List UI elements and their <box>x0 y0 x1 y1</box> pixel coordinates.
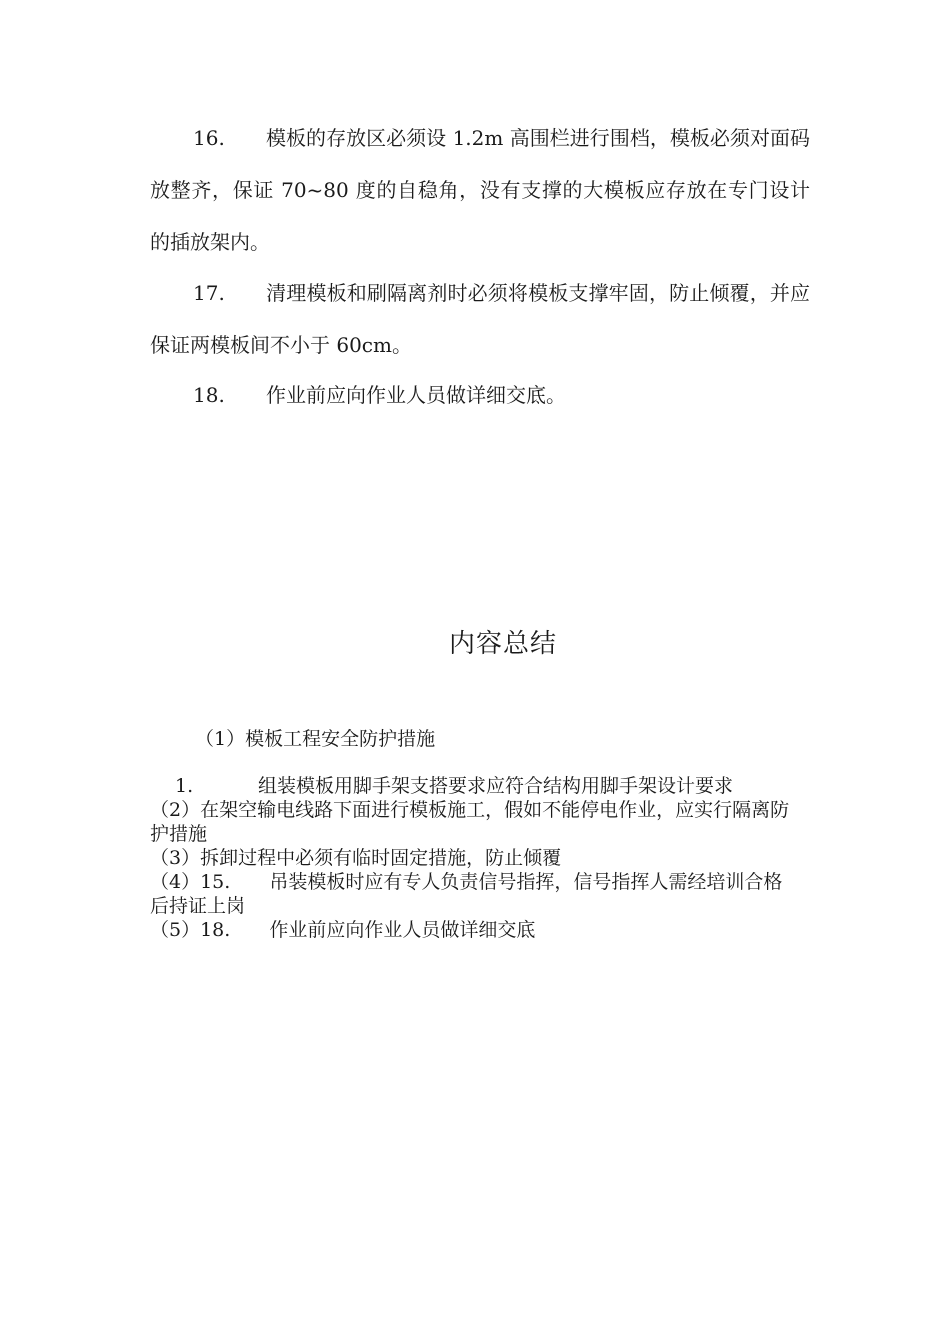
item-text: 清理模板和刷隔离剂时必须将模板支撑牢固，防止倾覆，并应保证两模板间不小于 60cm。 <box>150 281 810 357</box>
list-item-18 <box>150 369 810 421</box>
summary-line-text: 吊装模板时应有专人负责信号指挥，信号指挥人需经培训合格后持证上岗 <box>150 871 783 917</box>
item-text: 模板的存放区必须设 1.2m 高围栏进行围档，模板必须对面码放整齐，保证 70~80 度的自稳角，没有支撑的大模板应存放在专门设计的插放架内。 <box>150 126 810 254</box>
summary-line-3: （3）拆卸过程中必须有临时固定措施，防止倾覆 <box>150 847 562 869</box>
item-number: 17. <box>193 281 225 305</box>
summary-title: 内容总结 <box>448 629 557 659</box>
summary-heading: （1）模板工程安全防护措施 <box>195 728 436 750</box>
summary-list <box>150 774 800 942</box>
summary-line-5 <box>150 918 800 942</box>
summary-line-prefix: （5）18. <box>150 919 231 941</box>
summary-line-2: （2）在架空输电线路下面进行模板施工，假如不能停电作业，应实行隔离防护措施 <box>150 799 790 845</box>
item-text: 作业前应向作业人员做详细交底。 <box>266 383 566 407</box>
summary-line-prefix: （4）15. <box>150 871 231 893</box>
item-number: 18. <box>193 383 225 407</box>
summary-line-1 <box>150 774 800 798</box>
summary-line-4 <box>150 870 800 918</box>
summary-line-number: 1. <box>175 775 194 797</box>
summary-line-text: 作业前应向作业人员做详细交底 <box>269 919 536 941</box>
list-item-16 <box>150 112 810 268</box>
item-number: 16. <box>193 126 225 150</box>
summary-line-text: 组装模板用脚手架支搭要求应符合结构用脚手架设计要求 <box>258 775 734 797</box>
list-item-17 <box>150 267 810 371</box>
